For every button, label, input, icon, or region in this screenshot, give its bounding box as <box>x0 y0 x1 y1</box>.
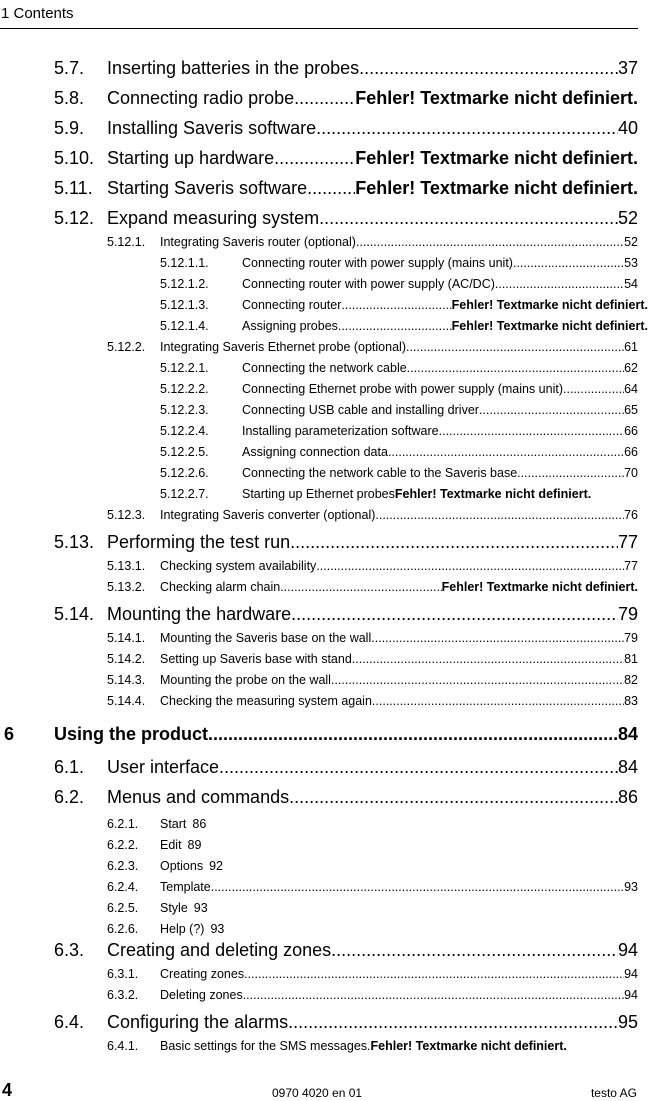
toc-leader-dots <box>359 58 618 79</box>
toc-entry[interactable] <box>107 817 638 835</box>
toc-entry-number: 5.11. <box>54 178 93 198</box>
toc-entry[interactable] <box>107 859 638 877</box>
toc-entry-title: Starting Saveris software <box>107 178 308 198</box>
footer-doc-number: 0970 4020 en 01 <box>272 1086 363 1100</box>
toc-entry-title: Checking alarm chain <box>160 580 281 594</box>
toc-entry[interactable] <box>160 361 638 379</box>
toc-entry-title: Mounting the probe on the wall <box>160 673 331 687</box>
header-title: 1 Contents <box>1 5 74 22</box>
toc-entry-number: 5.12.2.7. <box>160 487 209 501</box>
toc-leader-dots <box>495 277 624 291</box>
toc-entry-number: 5.12.2.5. <box>160 445 209 459</box>
toc-entry-number: 5.12.2.6. <box>160 466 209 480</box>
toc-entry[interactable] <box>160 466 638 484</box>
toc-entry-number: 6.3. <box>54 940 85 960</box>
toc-entry-title: Configuring the alarms <box>107 1012 289 1032</box>
toc-leader-dots <box>211 880 624 894</box>
toc-entry-page: 81 <box>624 652 638 666</box>
toc-leader-dots <box>513 256 624 270</box>
toc-entry-number: 5.12.2.1. <box>160 361 209 375</box>
toc-entry[interactable] <box>107 508 638 526</box>
toc-entry[interactable] <box>107 988 638 1006</box>
toc-entry[interactable] <box>160 424 638 442</box>
toc-entry-title: Checking system availability <box>160 559 317 573</box>
toc-entry-title: Creating zones <box>160 967 245 981</box>
toc-entry[interactable] <box>160 298 648 316</box>
toc-entry-number: 6.2.4. <box>107 880 139 894</box>
toc-missing-bookmark-error: Fehler! Textmarke nicht definiert. <box>370 1039 567 1053</box>
toc-entry[interactable] <box>160 277 638 295</box>
toc-leader-dots <box>274 148 355 169</box>
toc-entry-page: 93 <box>210 922 225 936</box>
toc-missing-bookmark-error: Fehler! Textmarke nicht definiert. <box>355 178 638 198</box>
toc-entry-title: Using the product <box>54 724 208 744</box>
toc-leader-dots <box>356 235 624 249</box>
toc-entry[interactable] <box>107 922 638 940</box>
toc-entry-title: Setting up Saveris base with stand <box>160 652 352 666</box>
toc-entry-page: 76 <box>624 508 638 522</box>
toc-leader-dots <box>244 967 624 981</box>
toc-entry[interactable] <box>54 532 638 558</box>
toc-entry[interactable] <box>107 967 638 985</box>
toc-leader-dots <box>338 319 452 333</box>
toc-entry-number: 6.2.3. <box>107 859 139 873</box>
toc-entry-page: 82 <box>624 673 638 687</box>
toc-leader-dots <box>439 424 624 438</box>
toc-entry-number: 6.4.1. <box>107 1039 139 1053</box>
toc-entry-page: 77 <box>624 559 638 573</box>
toc-entry[interactable] <box>54 58 638 84</box>
toc-missing-bookmark-error: Fehler! Textmarke nicht definiert. <box>394 487 592 501</box>
toc-entry-title: Expand measuring system <box>107 208 320 228</box>
toc-entry-title: Mounting the Saveris base on the wall <box>160 631 372 645</box>
toc-entry-number: 5.12.1.4. <box>160 319 209 333</box>
toc-entry[interactable] <box>54 604 638 630</box>
toc-entry-title: Installing Saveris software <box>107 118 317 138</box>
toc-entry-title: Connecting the network cable. <box>242 361 411 375</box>
toc-leader-dots <box>388 445 624 459</box>
toc-leader-dots <box>410 361 624 375</box>
toc-leader-dots <box>566 382 624 396</box>
toc-entry-title: Menus and commands <box>107 787 290 807</box>
toc-entry-page: 84 <box>617 724 638 744</box>
toc-entry-page: 37 <box>617 58 638 78</box>
toc-entry-title: Connecting router with power supply (mains unit) <box>242 256 513 270</box>
toc-leader-dots <box>219 757 618 778</box>
toc-entry-title: Connecting Ethernet probe with power supply (mains unit). <box>242 382 567 396</box>
toc-entry-page: 84 <box>617 757 638 777</box>
toc-leader-dots <box>331 673 624 687</box>
toc-entry-title: Starting up hardware <box>107 148 275 168</box>
toc-entry-page: 54 <box>624 277 638 291</box>
toc-entry[interactable] <box>160 319 648 337</box>
toc-entry[interactable] <box>54 208 638 234</box>
toc-entry[interactable] <box>54 757 638 783</box>
toc-entry[interactable] <box>107 694 638 712</box>
toc-entry-page: 77 <box>617 532 638 552</box>
toc-entry-page: 65 <box>624 403 638 417</box>
toc-leader-dots <box>208 724 618 745</box>
toc-leader-dots <box>291 604 618 625</box>
toc-entry-page: 64 <box>624 382 638 396</box>
toc-entry-number: 6 <box>4 724 15 744</box>
toc-entry-title: Deleting zones <box>160 988 243 1002</box>
toc-entry-number: 6.4. <box>54 1012 85 1032</box>
toc-entry[interactable] <box>107 1039 638 1057</box>
toc-entry-page: 52 <box>624 235 638 249</box>
toc-entry-number: 5.13.1. <box>107 559 146 573</box>
toc-entry-number: 5.12.1. <box>107 235 146 249</box>
toc-leader-dots <box>243 988 624 1002</box>
toc-entry[interactable] <box>54 148 638 174</box>
toc-leader-dots <box>290 532 618 553</box>
toc-entry[interactable] <box>54 787 638 813</box>
toc-entry-number: 5.9. <box>54 118 85 138</box>
toc-entry-page: 89 <box>187 838 202 852</box>
toc-entry-number: 6.3.1. <box>107 967 139 981</box>
toc-leader-dots <box>375 508 624 522</box>
toc-leader-dots <box>280 580 441 594</box>
toc-entry[interactable] <box>107 631 638 649</box>
toc-entry-page: 61 <box>624 340 638 354</box>
toc-entry[interactable] <box>54 1012 638 1038</box>
toc-entry-title: Connecting USB cable and installing driver <box>242 403 479 417</box>
toc-entry-page: 95 <box>617 1012 638 1032</box>
toc-entry-title: Style <box>160 901 188 915</box>
toc-entry-number: 5.12.2. <box>107 340 146 354</box>
toc-leader-dots <box>341 298 451 312</box>
toc-entry-page: 79 <box>617 604 638 624</box>
toc-entry-page: 86 <box>617 787 638 807</box>
toc-leader-dots <box>319 208 618 229</box>
toc-entry-page: 66 <box>624 424 638 438</box>
toc-entry[interactable] <box>107 340 638 358</box>
toc-entry-page: 93 <box>193 901 208 915</box>
toc-entry-title: Assigning connection data <box>242 445 388 459</box>
toc-entry[interactable] <box>160 487 648 505</box>
toc-entry-title: Assigning probes <box>242 319 338 333</box>
toc-entry-number: 5.14.4. <box>107 694 146 708</box>
toc-leader-dots <box>307 178 355 199</box>
toc-entry-page: 86 <box>192 817 207 831</box>
toc-leader-dots <box>288 1012 618 1033</box>
toc-entry[interactable] <box>160 256 638 274</box>
toc-entry-title: Starting up Ethernet probes <box>242 487 395 501</box>
toc-leader-dots <box>372 694 624 708</box>
toc-entry[interactable] <box>107 580 638 598</box>
toc-entry-number: 6.1. <box>54 757 85 777</box>
toc-entry-page: 92 <box>209 859 223 873</box>
toc-entry-number: 5.12.1.3. <box>160 298 209 312</box>
toc-entry-title: Checking the measuring system again <box>160 694 372 708</box>
toc-leader-dots <box>294 88 355 109</box>
toc-entry[interactable] <box>160 382 638 400</box>
toc-entry-number: 5.14. <box>54 604 95 624</box>
toc-missing-bookmark-error: Fehler! Textmarke nicht definiert. <box>451 319 648 333</box>
footer-company: testo AG <box>590 1086 637 1100</box>
toc-leader-dots <box>352 652 624 666</box>
toc-entry-number: 6.3.2. <box>107 988 139 1002</box>
toc-missing-bookmark-error: Fehler! Textmarke nicht definiert. <box>441 580 638 594</box>
toc-entry-number: 6.2.1. <box>107 817 139 831</box>
toc-entry-page: 94 <box>624 967 638 981</box>
toc-leader-dots <box>371 631 624 645</box>
toc-entry-page: 53 <box>624 256 638 270</box>
toc-entry[interactable] <box>107 235 638 253</box>
toc-entry-title: Edit <box>160 838 182 852</box>
toc-entry-title: Installing parameterization software <box>242 424 439 438</box>
toc-entry-number: 6.2.5. <box>107 901 139 915</box>
toc-missing-bookmark-error: Fehler! Textmarke nicht definiert. <box>451 298 648 312</box>
toc-entry[interactable] <box>160 445 638 463</box>
toc-entry-number: 5.12.1.1. <box>160 256 209 270</box>
toc-entry-title: Performing the test run <box>107 532 291 552</box>
toc-entry-number: 5.12. <box>54 208 95 228</box>
toc-entry-number: 5.14.1. <box>107 631 146 645</box>
toc-entry[interactable] <box>107 673 638 691</box>
toc-entry[interactable] <box>54 178 638 204</box>
toc-entry[interactable] <box>160 403 638 421</box>
toc-entry-title: Mounting the hardware <box>107 604 292 624</box>
toc-entry[interactable] <box>54 118 638 144</box>
toc-entry-number: 5.8. <box>54 88 85 108</box>
footer-page-number: 4 <box>2 1080 13 1100</box>
toc-entry[interactable] <box>107 652 638 670</box>
toc-entry[interactable] <box>107 880 638 898</box>
toc-entry-title: Basic settings for the SMS messages. <box>160 1039 371 1053</box>
toc-entry[interactable] <box>107 559 638 577</box>
toc-entry[interactable] <box>107 838 638 856</box>
toc-entry-title: Connecting router with power supply (AC/DC) <box>242 277 495 291</box>
toc-entry[interactable] <box>54 88 638 114</box>
toc-entry-page: 93 <box>624 880 638 894</box>
toc-entry-page: 94 <box>617 940 638 960</box>
toc-leader-dots <box>316 559 624 573</box>
toc-missing-bookmark-error: Fehler! Textmarke nicht definiert. <box>355 148 638 168</box>
toc-entry-title: Template <box>160 880 211 894</box>
toc-entry-number: 5.12.3. <box>107 508 146 522</box>
toc-entry-number: 5.7. <box>54 58 85 78</box>
toc-leader-dots <box>406 340 624 354</box>
toc-entry-page: 52 <box>617 208 638 228</box>
toc-entry-title: Connecting the network cable to the Saveris base <box>242 466 518 480</box>
toc-entry-page: 62 <box>624 361 638 375</box>
toc-entry-title: Creating and deleting zones <box>107 940 332 960</box>
toc-leader-dots <box>479 403 624 417</box>
toc-entry-title: Start <box>160 817 187 831</box>
toc-entry-number: 5.14.3. <box>107 673 146 687</box>
toc-missing-bookmark-error: Fehler! Textmarke nicht definiert. <box>355 88 638 108</box>
toc-entry-title: Inserting batteries in the probes <box>107 58 360 78</box>
toc-entry-number: 5.12.1.2. <box>160 277 209 291</box>
toc-entry-title: User interface <box>107 757 220 777</box>
toc-entry-number: 5.10. <box>54 148 95 168</box>
toc-leader-dots <box>289 787 618 808</box>
toc-entry[interactable] <box>107 901 638 919</box>
toc-entry-number: 5.12.2.2. <box>160 382 209 396</box>
toc-entry-number: 5.12.2.4. <box>160 424 209 438</box>
toc-entry-page: 83 <box>624 694 638 708</box>
toc-entry-number: 6.2. <box>54 787 85 807</box>
toc-leader-dots <box>331 940 618 961</box>
toc-entry-title: Help (?) <box>160 922 205 936</box>
toc-entry-title: Integrating Saveris converter (optional) <box>160 508 376 522</box>
toc-entry-page: 79 <box>624 631 638 645</box>
toc-entry-title: Options <box>160 859 204 873</box>
toc-entry-title: Integrating Saveris Ethernet probe (optional) <box>160 340 406 354</box>
toc-entry-title: Connecting router <box>242 298 342 312</box>
toc-entry-title: Integrating Saveris router (optional) <box>160 235 356 249</box>
toc-entry-number: 5.12.2.3. <box>160 403 209 417</box>
toc-entry-number: 6.2.6. <box>107 922 139 936</box>
toc-entry-page: 40 <box>617 118 638 138</box>
toc-entry-number: 5.13. <box>54 532 95 552</box>
toc-entry-number: 6.2.2. <box>107 838 139 852</box>
toc-leader-dots <box>316 118 618 139</box>
toc-entry-page: 94 <box>624 988 638 1002</box>
toc-entry-number: 5.14.2. <box>107 652 146 666</box>
toc-entry-title: Connecting radio probe <box>107 88 295 108</box>
toc-entry[interactable] <box>54 940 638 966</box>
toc-entry-page: 70 <box>624 466 638 480</box>
toc-entry[interactable] <box>4 724 638 750</box>
toc-entry-number: 5.13.2. <box>107 580 146 594</box>
toc-leader-dots <box>517 466 624 480</box>
toc-entry-page: 66 <box>624 445 638 459</box>
